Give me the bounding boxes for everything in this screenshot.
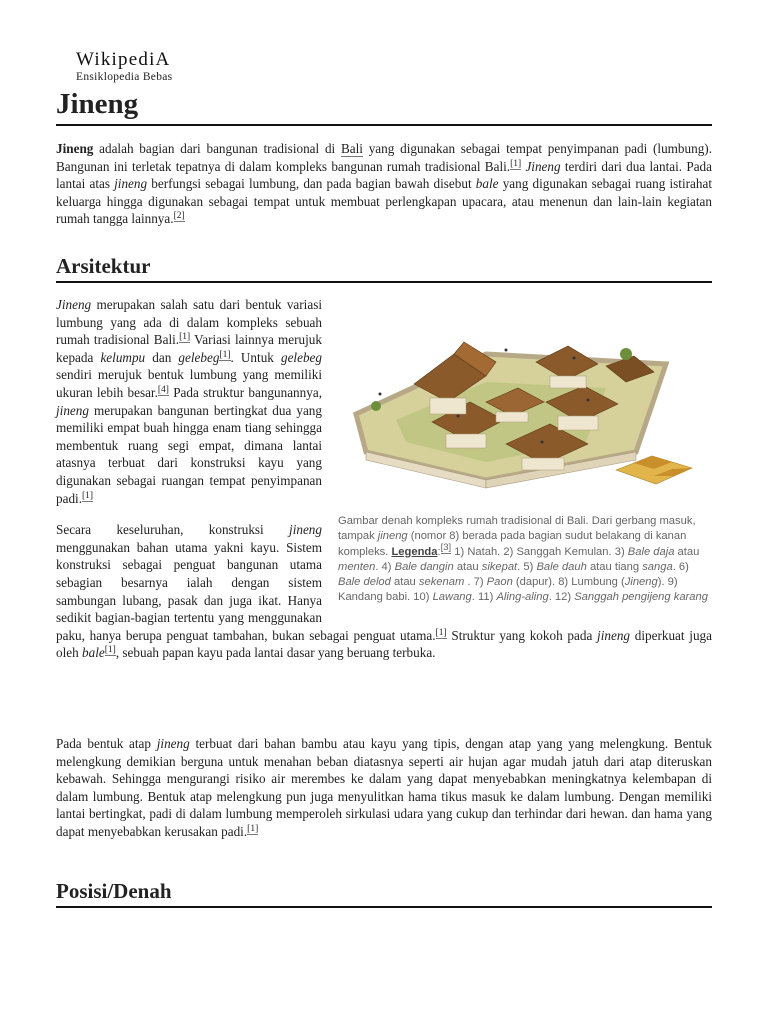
citation-link[interactable]: [3] — [440, 541, 452, 553]
caption-italic: Bale dauh — [536, 560, 587, 573]
citation-link[interactable]: [4] — [157, 384, 169, 395]
caption-text: (dapur). 8) Lumbung ( — [512, 576, 625, 589]
italic-term: bale — [82, 645, 105, 661]
section-heading-posisi-denah: Posisi/Denah — [56, 877, 712, 908]
caption-italic: sikepat — [481, 560, 518, 573]
caption-italic: Lawang — [432, 591, 472, 604]
intro-italic: jineng — [114, 176, 148, 192]
paragraph-text: Pada struktur bangunannya, — [168, 384, 322, 400]
logo-wordmark: WikipediA — [76, 49, 171, 70]
citation-link[interactable]: [2] — [173, 211, 185, 222]
caption-italic: Aling-aling — [496, 591, 549, 604]
caption-italic: Paon — [486, 576, 513, 589]
section-heading-arsitektur: Arsitektur — [56, 252, 712, 283]
italic-term: jineng — [289, 522, 322, 538]
caption-text: atau — [674, 545, 700, 558]
term-jineng: Jineng — [56, 141, 94, 156]
caption-text: ). 9) Kandang babi. 10) — [338, 576, 678, 604]
link-bali[interactable]: Bali — [340, 141, 363, 156]
caption-text: atau tiang — [586, 560, 643, 573]
figure-compound-plan — [336, 302, 712, 606]
paragraph-text: dan — [145, 349, 179, 365]
citation-link[interactable]: [1] — [247, 823, 259, 834]
caption-text: (nomor 8) berada pada bagian sudut belakang di kanan kompleks. — [338, 530, 687, 558]
caption-text: . 6) — [672, 560, 689, 573]
caption-text: atau — [390, 576, 419, 589]
citation-link[interactable]: [1] — [435, 627, 447, 638]
intro-text: berfungsi sebagai lumbung, dan pada bagian bawah disebut — [147, 176, 476, 192]
paragraph-text: diperkuat juga oleh — [56, 627, 712, 661]
italic-term: kelumpu — [100, 349, 146, 365]
italic-term: jineng — [156, 736, 190, 751]
paragraph-text: Pada bentuk atap — [56, 736, 157, 751]
compound-illustration[interactable] — [336, 302, 712, 510]
caption-italic: Bale dangin — [394, 560, 454, 573]
page-title: Jineng — [56, 86, 712, 126]
citation-link[interactable]: [1] — [104, 645, 116, 656]
paragraph-atap — [56, 735, 712, 841]
figure-caption — [336, 510, 712, 606]
intro-text: adalah bagian dari bangunan tradisional di — [93, 141, 341, 156]
paragraph-text: Variasi lainnya merujuk kepada — [56, 332, 322, 365]
intro-text: terdiri dari dua lantai. Pada lantai atas — [56, 158, 712, 192]
caption-italic: sekenam — [418, 576, 465, 589]
logo-tagline: Ensiklopedia Bebas — [76, 71, 173, 83]
italic-term: gelebeg — [178, 349, 220, 365]
caption-italic: sanga — [642, 560, 673, 573]
intro-italic: Jineng — [525, 158, 561, 174]
caption-italic: Jineng — [624, 576, 658, 589]
wikipedia-logo[interactable] — [76, 50, 236, 83]
paragraph-text: , sebuah papan kayu pada lantai dasar yang beruang terbuka. — [115, 645, 436, 661]
paragraph-text: . Untuk — [230, 349, 281, 365]
paragraph-text: merupakan salah satu dari bentuk variasi lumbung yang ada di dalam kompleks sebuah rumah tradisional Bali. — [56, 297, 322, 348]
caption-text: : — [437, 545, 441, 558]
citation-link[interactable]: [1] — [82, 490, 94, 501]
paragraph-text: terbuat dari bahan bambu atau kayu yang tipis, dengan atap yang yang melengkung. Bentuk melengkung demikian berguna untuk menahan beban diatasnya seperti air hujan agar mudah jatuh dari atap diteruskan kebawah. Sehingga mengurangi risiko air merembes ke dalam yang dapat menyebabkan meningkatnya kelembapan di dalam lumbung. Bentuk atap melengkung pun juga menyulitkan hama tikus masuk ke dalam lumbung. Dengan memiliki lantai bertingkat, padi di dalam lumbung memperoleh sirkulasi udara yang cukup dan terhindar dari hewan. dan hama yang dapat menyebabkan kerusakan padi. — [56, 736, 712, 839]
caption-text: 1) Natah. 2) Sanggah Kemulan. 3) — [451, 545, 628, 558]
paragraph-text: sendiri merujuk bentuk lumbung yang memiliki ukuran lebih besar. — [56, 367, 322, 400]
caption-italic: Bale daja — [627, 545, 675, 558]
intro-italic: bale — [475, 176, 499, 192]
caption-text: . 4) — [375, 560, 395, 573]
italic-term: Jineng — [56, 297, 92, 312]
caption-italic: menten — [338, 560, 376, 573]
caption-text: . 5) — [517, 560, 537, 573]
legend-link[interactable]: Legenda — [391, 545, 438, 558]
paragraph-text: Secara keseluruhan, konstruksi — [56, 522, 290, 538]
paragraph-text: menggunakan bahan utama yakni kayu. Sistem konstruksi sebagai penguat bangunan utama sebagian besarnya ialah dengan sistem sambungan lubang, pasak dan juga ikat. Hanya sedikit bagian-bagian tertentu yang menggunakan paku, hanya berupa penguat tambahan, bukan sebagai penguat utama. — [56, 539, 436, 643]
arsitektur-section — [56, 296, 712, 674]
caption-text: . 11) — [471, 591, 497, 604]
intro-text: yang digunakan sebagai ruang istirahat keluarga hingga digunakan sebagai tempat untuk membuat perlengkapan upacara, atau menenun dan lain-lain kegiatan rumah tangga lainnya. — [56, 176, 712, 227]
caption-italic: jineng — [377, 530, 408, 543]
paragraph-text: Struktur yang kokoh pada — [446, 627, 598, 643]
caption-text: Gambar denah kompleks rumah tradisional di Bali. Dari gerbang masuk, tampak — [338, 515, 696, 543]
italic-term: gelebeg — [280, 349, 322, 365]
caption-italic: Sanggah pengijeng karang — [574, 591, 708, 604]
caption-italic: Bale delod — [338, 576, 391, 589]
italic-term: jineng — [56, 402, 89, 418]
caption-text: . 7) — [464, 576, 487, 589]
citation-link[interactable]: [1] — [179, 332, 191, 343]
paragraph-text: merupakan bangunan bertingkat dua yang memiliki empat buah hingga enam tiang sehingga membentuk ruang segi empat, dimana lantai atasnya terbuat dari konstruksi kayu yang digunakan sebagai ruangan tempat penyimpanan padi. — [56, 402, 322, 506]
caption-text: . 12) — [548, 591, 575, 604]
intro-text: yang digunakan sebagai tempat penyimpanan padi (lumbung). Bangunan ini terletak tepatnya di dalam kompleks bangunan rumah tradisional Bali. — [56, 141, 712, 174]
citation-link[interactable]: [1] — [219, 349, 231, 360]
citation-link[interactable]: [1] — [510, 158, 522, 169]
caption-text: atau — [453, 560, 482, 573]
italic-term: jineng — [597, 627, 631, 643]
intro-paragraph — [56, 140, 712, 228]
